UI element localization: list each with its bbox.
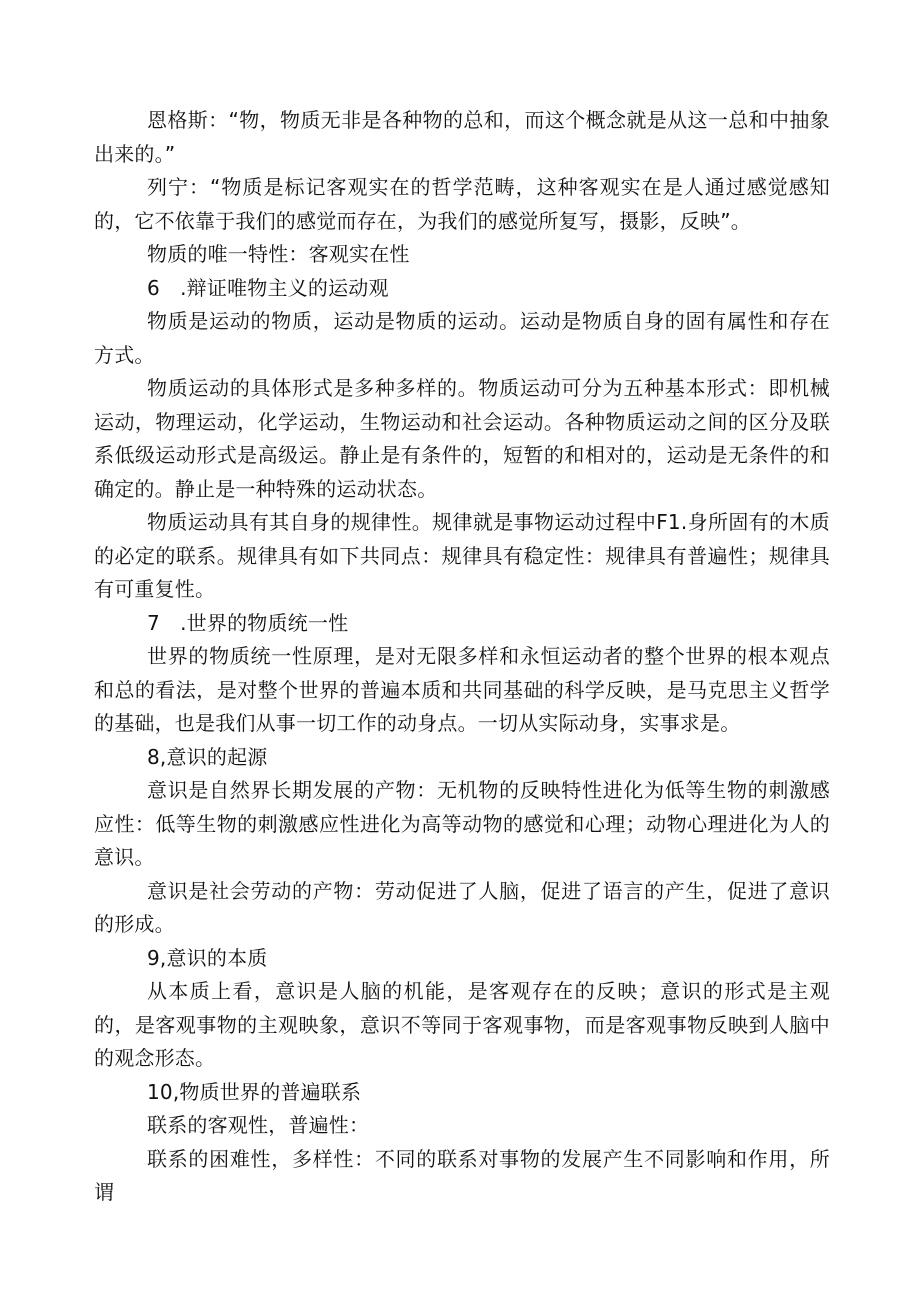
paragraph-connection-objectivity: 联系的客观性，普遍性： [147,1113,370,1137]
paragraph-matter-property: 物质的唯一特性：客观实在性 [147,242,410,266]
paragraph-motion-definition: 物质是运动的物质，运动是物质的运动。运动是物质自身的固有属性和存在方式。 [94,309,830,367]
paragraph-connection-diversity: 联系的困难性，多样性：不同的联系对事物的发展产生不同影响和作用，所谓 [94,1146,830,1204]
paragraph-consciousness-essence: 从本质上看，意识是人脑的机能，是客观存在的反映；意识的形式是主观的，是客观事物的主观映象，意识不等同于客观事物，而是客观事物反映到人脑中的观念形态。 [94,979,830,1070]
paragraph-lenin-quote: 列宁：“物质是标记客观实在的哲学范畴，这种客观实在是人通过感觉感知的，它不依靠于我们的感觉而存在，为我们的感觉所复写，摄影，反映”。 [94,175,830,233]
paragraph-material-unity: 世界的物质统一性原理，是对无限多样和永恒运动者的整个世界的根本观点和总的看法，是对整个世界的普遍本质和共同基础的科学反映，是马克思主义哲学的基础，也是我们从事一切工作的动身点。一切从实际动身，实事求是。 [94,644,830,735]
paragraph-consciousness-nature-product: 意识是自然界长期发展的产物：无机物的反映特性进化为低等生物的刺激感应性：低等生物的刺激感应性进化为高等动物的感觉和心理；动物心理进化为人的意识。 [94,778,830,869]
paragraph-motion-laws: 物质运动具有其自身的规律性。规律就是事物运动过程中F1.身所固有的木质的必定的联系。规律具有如下共同点：规律具有稳定性：规律具有普遍性；规律具有可重复性。 [94,510,830,601]
section-heading-10: 10,物质世界的普遍联系 [147,1079,362,1104]
document-body [94,104,830,1210]
section-heading-9: 9,意识的本质 [147,945,268,970]
section-heading-7: 7 .世界的物质统一性 [147,610,349,635]
section-heading-8: 8,意识的起源 [147,744,268,769]
paragraph-consciousness-labor-product: 意识是社会劳动的产物：劳动促进了人脑，促进了语言的产生，促进了意识的形成。 [94,878,830,936]
section-heading-6: 6 .辩证唯物主义的运动观 [147,275,389,300]
paragraph-motion-forms: 物质运动的具体形式是多种多样的。物质运动可分为五种基本形式：即机械运动，物理运动，化学运动，生物运动和社会运动。各种物质运动之间的区分及联系低级运动形式是高级运。静止是有条件的，短暂的和相对的，运动是无条件的和确定的。静止是一种特殊的运动状态。 [94,376,830,501]
paragraph-engels-quote: 恩格斯：“物，物质无非是各种物的总和，而这个概念就是从这一总和中抽象出来的。” [94,108,830,166]
